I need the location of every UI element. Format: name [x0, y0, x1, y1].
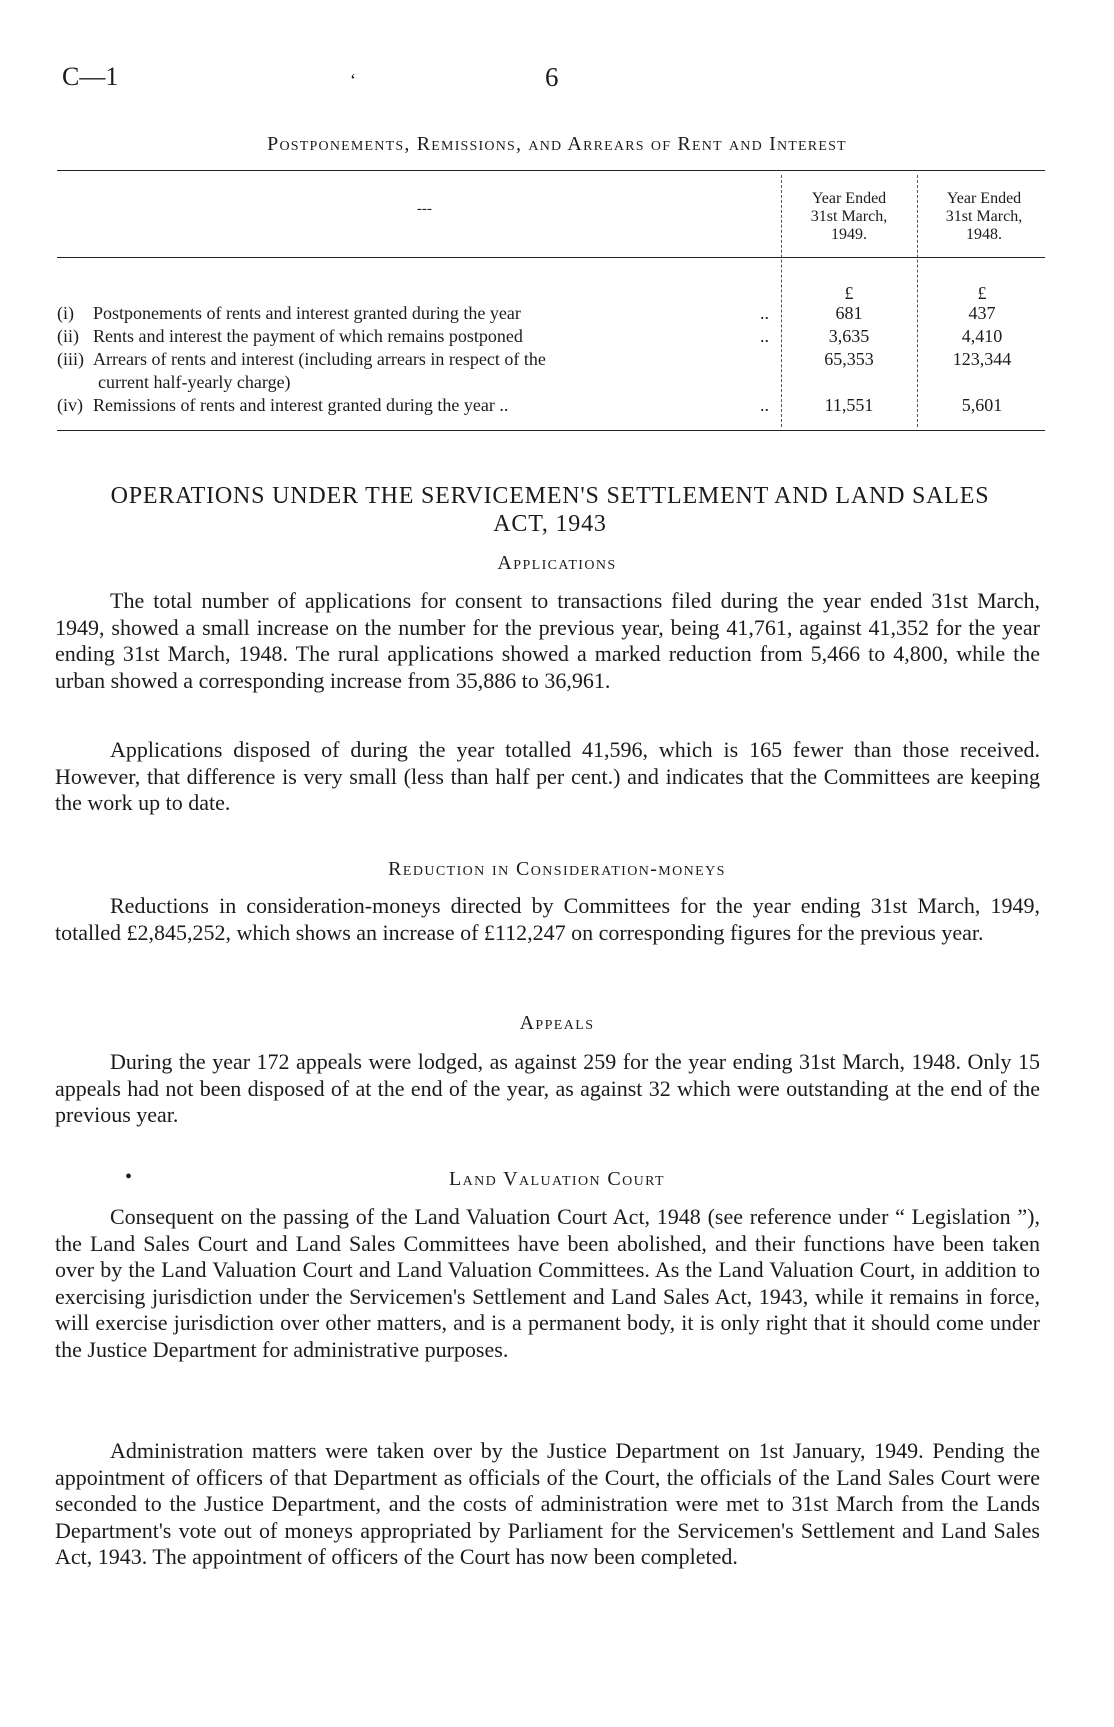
paragraph: The total number of applications for consent to transactions filed during the year ended 31st March, 1949, showed a small increase on the number for the previous year, being 41,761, against 41,352 for the year ending 31st March, 1948. The rural applications showed a marked reduction from 5,466 to 4,800, while the urban showed a corresponding increase from 35,886 to 36,961.	[55, 588, 1040, 693]
table-top-rule	[57, 170, 1045, 171]
table-row	[57, 325, 769, 348]
row-number: (i)	[57, 303, 74, 323]
document-reference: C—1	[62, 62, 119, 91]
value-1948: 5,601	[961, 395, 1003, 415]
row-label: Postponements of rents and interest granted during the year	[93, 303, 521, 323]
stray-bullet: •	[125, 1166, 133, 1188]
leader-dots: ..	[760, 395, 769, 415]
column-header-line: 1948.	[966, 226, 1002, 243]
value-1948: 123,344	[952, 349, 1012, 369]
column-header-line: 1949.	[831, 226, 867, 243]
table-column-divider	[781, 175, 782, 427]
stray-mark: ‘	[350, 70, 356, 90]
value-1949: 681	[835, 303, 863, 323]
section-heading-line: OPERATIONS UNDER THE SERVICEMEN'S SETTLEMENT AND LAND SALES	[110, 483, 990, 509]
row-label: Remissions of rents and interest granted during the year ..	[93, 395, 509, 415]
paragraph: Reductions in consideration-moneys directed by Committees for the year ending 31st March, 1949, totalled £2,845,252, which shows an increase of £112,247 on corresponding figures for the previous year.	[55, 893, 1040, 945]
value-1948: 4,410	[961, 326, 1003, 346]
row-number: (ii)	[57, 326, 79, 346]
table-column-divider	[917, 175, 918, 427]
row-number: (iv)	[57, 395, 83, 415]
section-heading-line: ACT, 1943	[493, 511, 607, 537]
table-title: Postponements, Remissions, and Arrears of Rent and Interest	[267, 133, 847, 155]
row-label-continuation: current half-yearly charge)	[98, 372, 291, 392]
column-header-line: Year Ended	[946, 190, 1022, 207]
column-header-line: 31st March,	[945, 208, 1023, 225]
table-row	[57, 348, 769, 371]
row-label: Arrears of rents and interest (including arrears in respect of the	[93, 349, 546, 369]
table-row	[57, 302, 769, 325]
table-blank-header: ---	[417, 201, 432, 217]
paragraph: Administration matters were taken over by the Justice Department on 1st January, 1949. Pending the appointment of officers of that Department as officials of the Court, the officials of the Land Sales Court were seconded to the Justice Department, and the costs of administration were met to 31st March from the Lands Department's vote out of moneys appropriated by Parliament for the Servicemen's Settlement and Land Sales Act, 1943. The appointment of officers of the Court has now been completed.	[55, 1438, 1040, 1569]
page-number: 6	[545, 62, 559, 92]
subheading-land-valuation-court: Land Valuation Court	[448, 1168, 665, 1190]
currency-symbol: £	[977, 283, 987, 303]
leader-dots: ..	[760, 326, 769, 346]
value-1948: 437	[968, 303, 996, 323]
paragraph: During the year 172 appeals were lodged, as against 259 for the year ending 31st March, 1948. Only 15 appeals had not been disposed of at the end of the year, as against 32 which were outstanding at the end of the previous year.	[55, 1049, 1040, 1127]
value-1949: 65,353	[824, 349, 874, 369]
column-header-1948	[922, 190, 1046, 244]
value-1949: 3,635	[828, 326, 870, 346]
value-1949: 11,551	[824, 395, 874, 415]
table-row	[57, 394, 769, 417]
currency-symbol: £	[844, 283, 854, 303]
subheading-reduction: Reduction in Consideration-moneys	[388, 858, 726, 880]
subheading-applications: Applications	[497, 552, 617, 574]
row-label: Rents and interest the payment of which remains postponed	[93, 326, 523, 346]
row-number: (iii)	[57, 349, 84, 369]
column-header-1949	[787, 190, 911, 244]
section-heading	[55, 482, 1045, 538]
column-header-line: 31st March,	[810, 208, 888, 225]
subheading-appeals: Appeals	[519, 1012, 595, 1034]
column-header-line: Year Ended	[811, 190, 887, 207]
paragraph: Consequent on the passing of the Land Valuation Court Act, 1948 (see reference under “ Legislation ”), the Land Sales Court and Land Sales Committees have been abolished, and their functions have been taken over by the Land Valuation Court and Land Valuation Committees. As the Land Valuation Court, in addition to exercising jurisdiction under the Servicemen's Settlement and Land Sales Act, 1943, while it remains in force, will exercise jurisdiction over other matters, and is a permanent body, it is only right that it should come under the Justice Department for administrative purposes.	[55, 1204, 1040, 1362]
leader-dots: ..	[760, 303, 769, 323]
table-bottom-rule	[57, 430, 1045, 431]
table-header-rule	[57, 257, 1045, 258]
paragraph: Applications disposed of during the year totalled 41,596, which is 165 fewer than those received. However, that difference is very small (less than half per cent.) and indicates that the Committees are keeping the work up to date.	[55, 737, 1040, 815]
